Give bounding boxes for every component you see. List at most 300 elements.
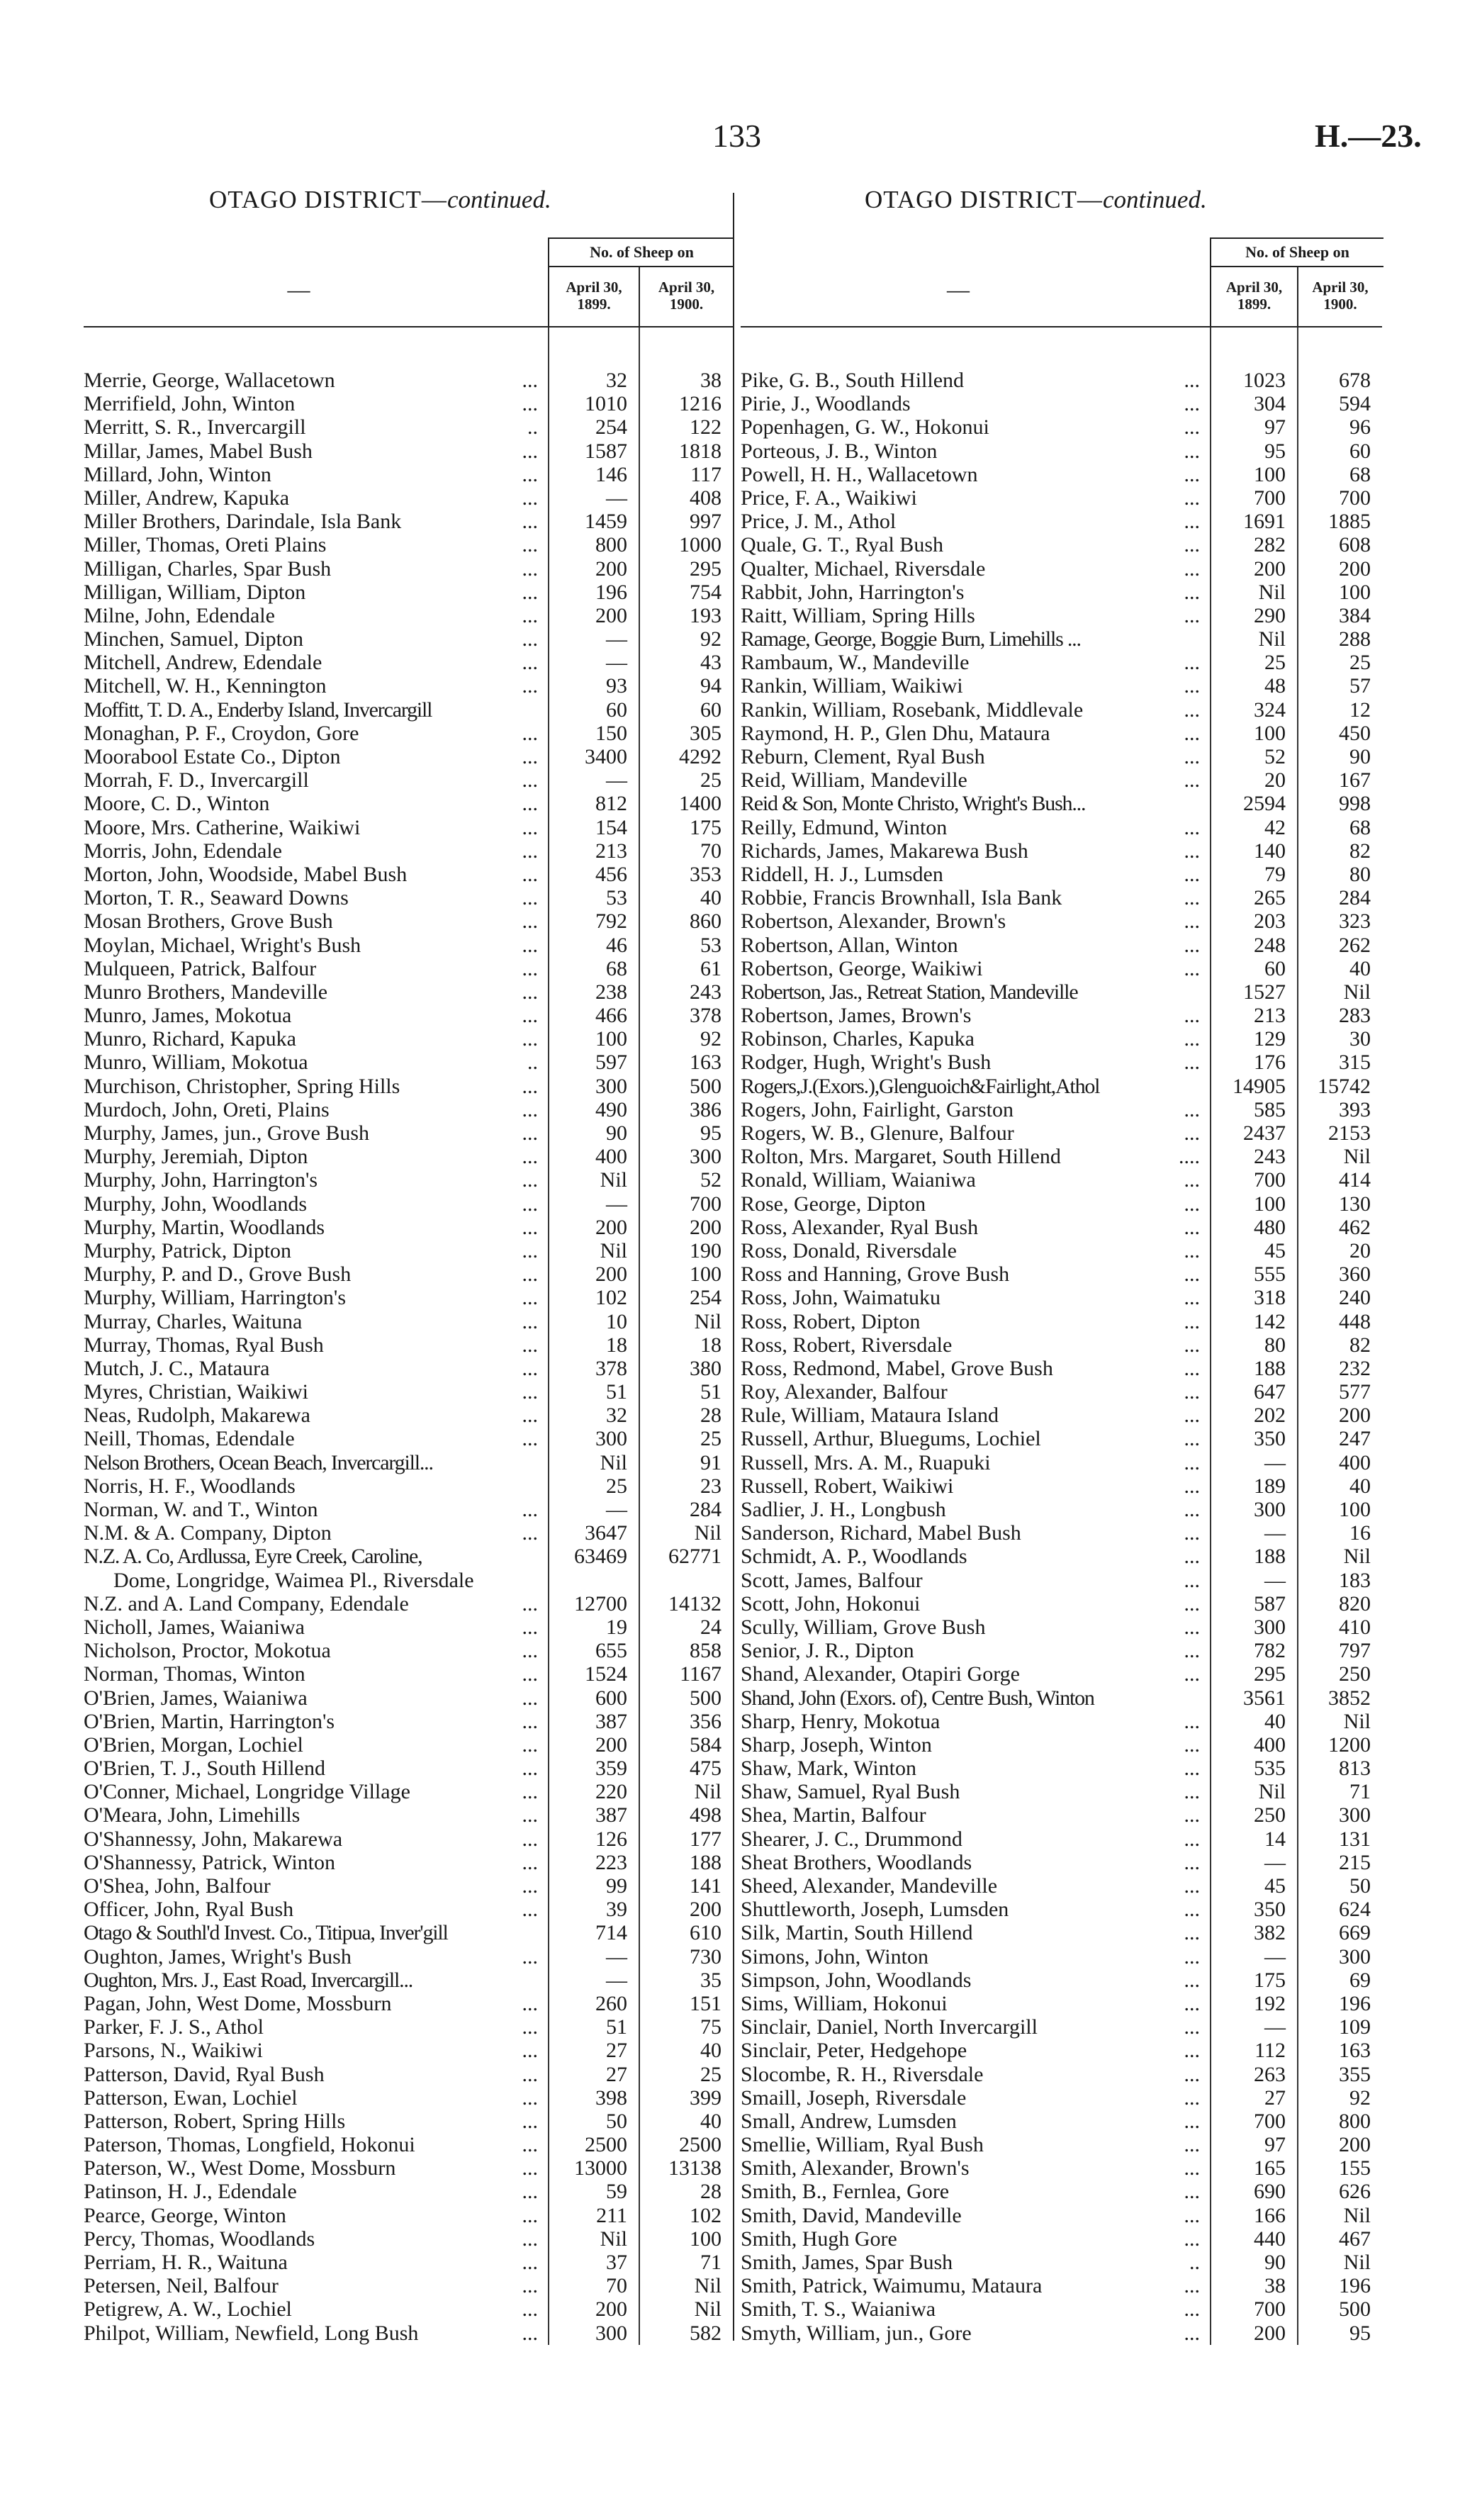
sheep-1900: 52 [700, 1168, 722, 1192]
leader-dots: ... [1184, 886, 1200, 910]
table-row [84, 745, 733, 768]
table-row [741, 1051, 1382, 1074]
leader-dots: ... [522, 369, 538, 392]
sheep-1900: 90 [1349, 745, 1371, 768]
table-row [84, 1921, 733, 1944]
table-row [84, 1286, 733, 1309]
sheep-1900: Nil [1343, 1709, 1371, 1733]
sheep-1899: 300 [595, 2321, 627, 2345]
owner-name: Neill, Thomas, Edendale [84, 1427, 295, 1451]
leader-dots: ... [1184, 1427, 1200, 1451]
sheep-1900: 800 [1339, 2109, 1371, 2133]
leader-dots: ... [522, 392, 538, 416]
table-row [84, 1192, 733, 1216]
table-row [84, 1121, 733, 1145]
sheep-1900: 730 [690, 1944, 722, 1969]
sheep-1900: 122 [690, 415, 722, 439]
sheep-1899: 200 [595, 1262, 627, 1287]
table-row [741, 415, 1382, 439]
sheep-1900: Nil [1343, 1545, 1371, 1569]
owner-name: Sinclair, Peter, Hedgehope [741, 2039, 967, 2063]
owner-name: Patterson, David, Ryal Bush [84, 2062, 325, 2086]
owner-name: Sims, William, Hokonui [741, 1991, 948, 2015]
table-row [741, 839, 1382, 863]
leader-dots: ... [522, 1004, 538, 1028]
sheep-1899: 250 [1254, 1803, 1286, 1827]
sheep-1899: 213 [1254, 1004, 1286, 1028]
table-row [84, 1098, 733, 1121]
sheep-1899: 200 [595, 1215, 627, 1239]
header-april-1899 [1210, 266, 1297, 326]
owner-name: Otago & Southl'd Invest. Co., Titipua, Inver'gill [84, 1921, 448, 1945]
owner-name: Simons, John, Winton [741, 1944, 928, 1969]
sheep-1900: Nil [694, 2297, 722, 2322]
owner-name: Moorabool Estate Co., Dipton [84, 745, 341, 768]
table-row [741, 1239, 1382, 1262]
leader-dots: ... [522, 439, 538, 463]
sheep-1900: 624 [1339, 1898, 1371, 1922]
sheep-1900: 188 [690, 1850, 722, 1874]
table-row [741, 934, 1382, 957]
sheep-1900: 51 [700, 1380, 722, 1404]
sheep-1900: 3852 [1328, 1686, 1371, 1710]
leader-dots: ... [522, 2251, 538, 2275]
table-row [741, 2156, 1382, 2180]
sheep-1899: 203 [1254, 909, 1286, 934]
table-row [84, 1357, 733, 1380]
sheep-1899: 97 [1264, 415, 1286, 439]
group-header-sheep-count: No. of Sheep on [1210, 237, 1383, 267]
leader-dots: ... [1184, 933, 1200, 957]
sheep-1900: 399 [690, 2085, 722, 2110]
owner-name: Murphy, Patrick, Dipton [84, 1238, 292, 1262]
table-row [84, 1545, 733, 1591]
sheep-1900: 998 [1339, 792, 1371, 816]
leader-dots: ... [1184, 1262, 1200, 1287]
table-row [741, 627, 1382, 651]
leader-dots: ... [522, 533, 538, 557]
sheep-1899: — [606, 1968, 627, 1992]
owner-name: O'Brien, T. J., South Hillend [84, 1757, 325, 1781]
sheep-1900: 414 [1339, 1168, 1371, 1192]
leader-dots: ... [522, 1333, 538, 1357]
table-row [741, 1474, 1382, 1498]
table-row [84, 2156, 733, 2180]
table-row [84, 1592, 733, 1615]
owner-name: Moffitt, T. D. A., Enderby Island, Invercargill [84, 698, 432, 722]
owner-name: Moore, Mrs. Catherine, Waikiwi [84, 815, 361, 839]
leader-dots: ... [1184, 462, 1200, 486]
sheep-1899: 27 [1264, 2085, 1286, 2110]
sheep-1899: 248 [1254, 933, 1286, 957]
sheep-1899: 60 [1264, 956, 1286, 980]
sheep-1900: 380 [690, 1356, 722, 1380]
table-row [741, 1921, 1382, 1944]
table-row [741, 1004, 1382, 1027]
leader-dots: ... [1184, 1732, 1200, 1757]
owner-name: Smith, Patrick, Waimumu, Mataura [741, 2274, 1043, 2298]
owner-name: Pearce, George, Winton [84, 2203, 286, 2227]
table-row [84, 2274, 733, 2297]
sheep-1899: 265 [1254, 886, 1286, 910]
leader-dots: ... [522, 2062, 538, 2086]
sheep-1899: Nil [1258, 1780, 1286, 1804]
owner-name: Smith, David, Mandeville [741, 2203, 962, 2227]
owner-name: Small, Andrew, Lumsden [741, 2109, 957, 2133]
owner-name: Rankin, William, Rosebank, Middlevale [741, 698, 1084, 722]
sheep-1900: 175 [690, 815, 722, 839]
sheep-1900: 53 [700, 933, 722, 957]
table-row [741, 1192, 1382, 1216]
sheep-table-right [741, 237, 1382, 2345]
sheep-1900: 797 [1339, 1639, 1371, 1663]
owner-name: Oughton, Mrs. J., East Road, Invercargill... [84, 1968, 413, 1992]
sheep-1899: 188 [1254, 1545, 1286, 1569]
owner-name: Sharp, Joseph, Winton [741, 1732, 932, 1757]
owner-name: Millard, John, Winton [84, 462, 271, 486]
sheep-1899: 140 [1254, 839, 1286, 863]
sheep-1899: — [606, 1498, 627, 1521]
table-row [84, 1733, 733, 1757]
table-row [84, 934, 733, 957]
sheep-1900: Nil [1343, 980, 1371, 1004]
owner-name: Rolton, Mrs. Margaret, South Hillend [741, 1145, 1061, 1169]
owner-name: Ramage, George, Boggie Burn, Limehills ... [741, 627, 1081, 651]
table-row [741, 1898, 1382, 1921]
leader-dots: ... [522, 1850, 538, 1874]
leader-dots: ... [1184, 1757, 1200, 1781]
sheep-1900: 183 [1339, 1568, 1371, 1592]
sheep-1900: 167 [1339, 768, 1371, 793]
sheep-1899: 45 [1264, 1238, 1286, 1262]
table-row [741, 1380, 1382, 1404]
leader-dots: ... [1184, 1591, 1200, 1615]
table-row [84, 369, 733, 392]
table-row [741, 2086, 1382, 2110]
leader-dots: ... [1184, 1286, 1200, 1310]
owner-name: O'Brien, Morgan, Lochiel [84, 1732, 303, 1757]
leader-dots: ... [1184, 1380, 1200, 1404]
owner-name: Miller, Andrew, Kapuka [84, 486, 290, 510]
owner-name: Morrah, F. D., Invercargill [84, 768, 309, 793]
sheep-1900: 1167 [680, 1662, 722, 1686]
owner-name: Shearer, J. C., Drummond [741, 1827, 962, 1851]
owner-name: Petigrew, A. W., Lochiel [84, 2297, 292, 2322]
sheep-1899: 166 [1254, 2203, 1286, 2227]
table-row [741, 1757, 1382, 1780]
sheep-1900: 462 [1339, 1215, 1371, 1239]
owner-name: O'Conner, Michael, Longridge Village [84, 1780, 410, 1804]
table-row [84, 533, 733, 556]
owner-name: Miller, Thomas, Oreti Plains [84, 533, 327, 557]
sheep-1900: 754 [690, 580, 722, 604]
table-row [84, 1051, 733, 1074]
table-row [741, 392, 1382, 415]
table-row [741, 886, 1382, 909]
sheep-1900: 288 [1339, 627, 1371, 651]
sheep-1900: 4292 [679, 745, 722, 768]
owner-name: Morton, John, Woodside, Mabel Bush [84, 862, 408, 886]
sheep-1900: 43 [700, 651, 722, 675]
leader-dots: ... [1184, 956, 1200, 980]
owner-name: Shuttleworth, Joseph, Lumsden [741, 1898, 1009, 1922]
table-row [741, 1098, 1382, 1121]
table-row [84, 1757, 733, 1780]
sheep-1899: 53 [606, 886, 627, 910]
sheep-1900: 393 [1339, 1097, 1371, 1121]
owner-name: Ross, Robert, Dipton [741, 1309, 921, 1333]
sheep-1899: 587 [1254, 1591, 1286, 1615]
sheep-1899: 32 [606, 1404, 627, 1428]
table-row [741, 1803, 1382, 1827]
header-april-1899-line1: April 30, [1225, 279, 1283, 296]
leader-dots: ... [522, 1615, 538, 1639]
sheep-1900: 232 [1339, 1356, 1371, 1380]
owner-name: Mosan Brothers, Grove Bush [84, 909, 333, 934]
owner-name: Smellie, William, Ryal Bush [741, 2133, 984, 2157]
leader-dots: ... [522, 1097, 538, 1121]
sheep-1900: 163 [690, 1051, 722, 1075]
sheep-1899: 700 [1254, 2109, 1286, 2133]
sheep-1899: — [1264, 2015, 1286, 2039]
sheep-1899: 37 [606, 2251, 627, 2275]
sheep-1899: 38 [1264, 2274, 1286, 2298]
sheep-1900: 1200 [1328, 1732, 1371, 1757]
sheep-1900: 60 [1349, 439, 1371, 463]
sheep-1900: 243 [690, 980, 722, 1004]
sheep-1900: 240 [1339, 1286, 1371, 1310]
leader-dots: ... [1184, 698, 1200, 722]
owner-name: Morton, T. R., Seaward Downs [84, 886, 349, 910]
sheep-1899: 782 [1254, 1639, 1286, 1663]
owner-name: Robertson, Allan, Winton [741, 933, 958, 957]
leader-dots: ... [522, 1639, 538, 1663]
sheep-1900: 860 [690, 909, 722, 934]
table-row [741, 1404, 1382, 1427]
sheep-table-left [84, 237, 733, 2345]
sheep-1900: 23 [700, 1474, 722, 1498]
leader-dots: ... [1184, 1803, 1200, 1827]
table-row [741, 1027, 1382, 1051]
owner-name: Parsons, N., Waikiwi [84, 2039, 263, 2063]
leader-dots: ... [522, 2133, 538, 2157]
leader-dots: .. [527, 1051, 538, 1075]
table-row [84, 1216, 733, 1239]
sheep-1900: 80 [1349, 862, 1371, 886]
table-row [741, 463, 1382, 486]
owner-name: Merritt, S. R., Invercargill [84, 415, 306, 439]
leader-dots: ... [1184, 2180, 1200, 2204]
sheep-1899: 100 [1254, 721, 1286, 745]
sheep-1900: 69 [1349, 1968, 1371, 1992]
sheep-1899: 655 [595, 1639, 627, 1663]
sheep-1899: Nil [1258, 627, 1286, 651]
title-continued: continued. [1102, 186, 1207, 213]
leader-dots: ... [522, 886, 538, 910]
sheep-1899: 300 [1254, 1498, 1286, 1521]
leader-dots: ... [522, 2156, 538, 2180]
owner-name: Scully, William, Grove Bush [741, 1615, 986, 1639]
table-row [741, 2297, 1382, 2321]
sheep-1900: 40 [700, 2109, 722, 2133]
sheep-1900: 141 [690, 1874, 722, 1898]
sheep-1899: 165 [1254, 2156, 1286, 2180]
table-row [741, 604, 1382, 627]
leader-dots: ... [1184, 1639, 1200, 1663]
owner-name: Scott, John, Hokonui [741, 1591, 921, 1615]
sheep-1899: 102 [595, 1286, 627, 1310]
sheep-1900: 323 [1339, 909, 1371, 934]
leader-dots: ... [1184, 1568, 1200, 1592]
leader-dots: ... [1184, 2297, 1200, 2322]
leader-dots: ... [522, 2321, 538, 2345]
sheep-1899: 304 [1254, 392, 1286, 416]
owner-name: Robertson, George, Waikiwi [741, 956, 983, 980]
leader-dots: ... [1184, 839, 1200, 863]
leader-dots: ... [1184, 745, 1200, 768]
sheep-1899: 70 [606, 2274, 627, 2298]
table-row [84, 1851, 733, 1874]
table-row [84, 722, 733, 745]
leader-dots: ... [1184, 2203, 1200, 2227]
table-row [741, 2251, 1382, 2274]
owner-name: Oughton, James, Wright's Bush [84, 1944, 352, 1969]
leader-dots: ... [1184, 486, 1200, 510]
table-row [84, 1945, 733, 1969]
sheep-1899: 188 [1254, 1356, 1286, 1380]
leader-dots: ... [1184, 909, 1200, 934]
sheep-1899: 800 [595, 533, 627, 557]
owner-name: Perriam, H. R., Waituna [84, 2251, 288, 2275]
leader-dots: ... [1184, 1333, 1200, 1357]
sheep-1899: 202 [1254, 1404, 1286, 1428]
leader-dots: ... [1184, 1238, 1200, 1262]
sheep-1900: 408 [690, 486, 722, 510]
leader-dots: ... [522, 1757, 538, 1781]
table-row [741, 1969, 1382, 1992]
sheep-1900: 100 [690, 2227, 722, 2251]
table-row [741, 745, 1382, 768]
owner-name: Smaill, Joseph, Riversdale [741, 2085, 967, 2110]
table-row [741, 2274, 1382, 2297]
leader-dots: ... [1184, 1944, 1200, 1969]
sheep-1899: 68 [606, 956, 627, 980]
table-row [741, 957, 1382, 980]
sheep-1899: 700 [1254, 2297, 1286, 2322]
sheep-1900: 200 [1339, 2133, 1371, 2157]
sheep-1899: 1527 [1243, 980, 1286, 1004]
sheep-1900: 1216 [679, 392, 722, 416]
leader-dots: ... [522, 1732, 538, 1757]
owner-name: Senior, J. R., Dipton [741, 1639, 914, 1663]
leader-dots: ... [1184, 369, 1200, 392]
leader-dots: ... [522, 2085, 538, 2110]
leader-dots: .... [1179, 1145, 1200, 1169]
owner-name: Russell, Robert, Waikiwi [741, 1474, 954, 1498]
leader-dots: ... [1184, 1780, 1200, 1804]
owner-name: Rodger, Hugh, Wright's Bush [741, 1051, 992, 1075]
leader-dots: ... [522, 1944, 538, 1969]
table-row [84, 2110, 733, 2133]
owner-name: Smith, James, Spar Bush [741, 2251, 953, 2274]
column-rule-1899 [1210, 327, 1211, 2345]
sheep-1899: 282 [1254, 533, 1286, 557]
table-row [741, 1521, 1382, 1545]
sheep-1900: 284 [1339, 886, 1371, 910]
sheep-1900: 360 [1339, 1262, 1371, 1287]
table-row [84, 581, 733, 604]
owner-name: Murphy, William, Harrington's [84, 1286, 346, 1310]
leader-dots: ... [1184, 1498, 1200, 1521]
sheep-1900: 190 [690, 1238, 722, 1262]
table-row [84, 698, 733, 722]
leader-dots: ... [522, 1074, 538, 1098]
sheep-1899: 95 [1264, 439, 1286, 463]
sheep-1899: 211 [596, 2203, 627, 2227]
table-row [741, 2180, 1382, 2203]
sheep-1899: 243 [1254, 1145, 1286, 1169]
header-april-1900 [1297, 266, 1382, 326]
table-row [84, 1027, 733, 1051]
owner-name: Robbie, Francis Brownhall, Isla Bank [741, 886, 1062, 910]
sheep-1900: 215 [1339, 1850, 1371, 1874]
leader-dots: ... [1184, 1521, 1200, 1545]
owner-name: Miller Brothers, Darindale, Isla Bank [84, 510, 402, 534]
header-april-1899-line2: 1899. [577, 296, 611, 313]
owner-name: Reburn, Clement, Ryal Bush [741, 745, 985, 768]
sheep-1899: 318 [1254, 1286, 1286, 1310]
table-row [741, 1145, 1382, 1168]
table-row [84, 957, 733, 980]
leader-dots: ... [522, 1827, 538, 1851]
sheep-1900: 40 [1349, 1474, 1371, 1498]
table-row [741, 1686, 1382, 1710]
owner-name: Rogers,J.(Exors.),Glenguoich&Fairlight,Athol [741, 1074, 1100, 1098]
sheep-1899: 51 [606, 1380, 627, 1404]
table-body [84, 327, 733, 2345]
sheep-1899: 300 [1254, 1615, 1286, 1639]
table-row [741, 980, 1382, 1004]
sheep-1899: — [606, 1192, 627, 1216]
leader-dots: ... [1184, 1121, 1200, 1145]
sheep-1900: 62771 [668, 1545, 722, 1569]
sheep-1900: 500 [690, 1074, 722, 1098]
sheep-1900: Nil [1343, 2203, 1371, 2227]
table-row [741, 486, 1382, 510]
sheep-1900: 450 [1339, 721, 1371, 745]
sheep-1899: 238 [595, 980, 627, 1004]
sheep-1900: 12 [1349, 698, 1371, 722]
sheep-1900: 18 [700, 1333, 722, 1357]
header-april-1899-line1: April 30, [566, 279, 622, 296]
sheep-1900: 300 [1339, 1944, 1371, 1969]
sheep-1900: 30 [1349, 1027, 1371, 1051]
owner-name: Schmidt, A. P., Woodlands [741, 1545, 967, 1569]
owner-name: Rankin, William, Waikiwi [741, 674, 963, 698]
owner-name: O'Shea, John, Balfour [84, 1874, 271, 1898]
sheep-1900: 283 [1339, 1004, 1371, 1028]
table-row [741, 1569, 1382, 1592]
table-row [741, 1780, 1382, 1803]
table-row [741, 1310, 1382, 1333]
sheep-1899: 13000 [574, 2156, 627, 2180]
table-row [741, 510, 1382, 533]
table-row [84, 627, 733, 651]
owner-name: Shand, John (Exors. of), Centre Bush, Winton [741, 1686, 1094, 1710]
table-row [84, 2015, 733, 2039]
sheep-1899: 80 [1264, 1333, 1286, 1357]
sheep-1899: 647 [1254, 1380, 1286, 1404]
